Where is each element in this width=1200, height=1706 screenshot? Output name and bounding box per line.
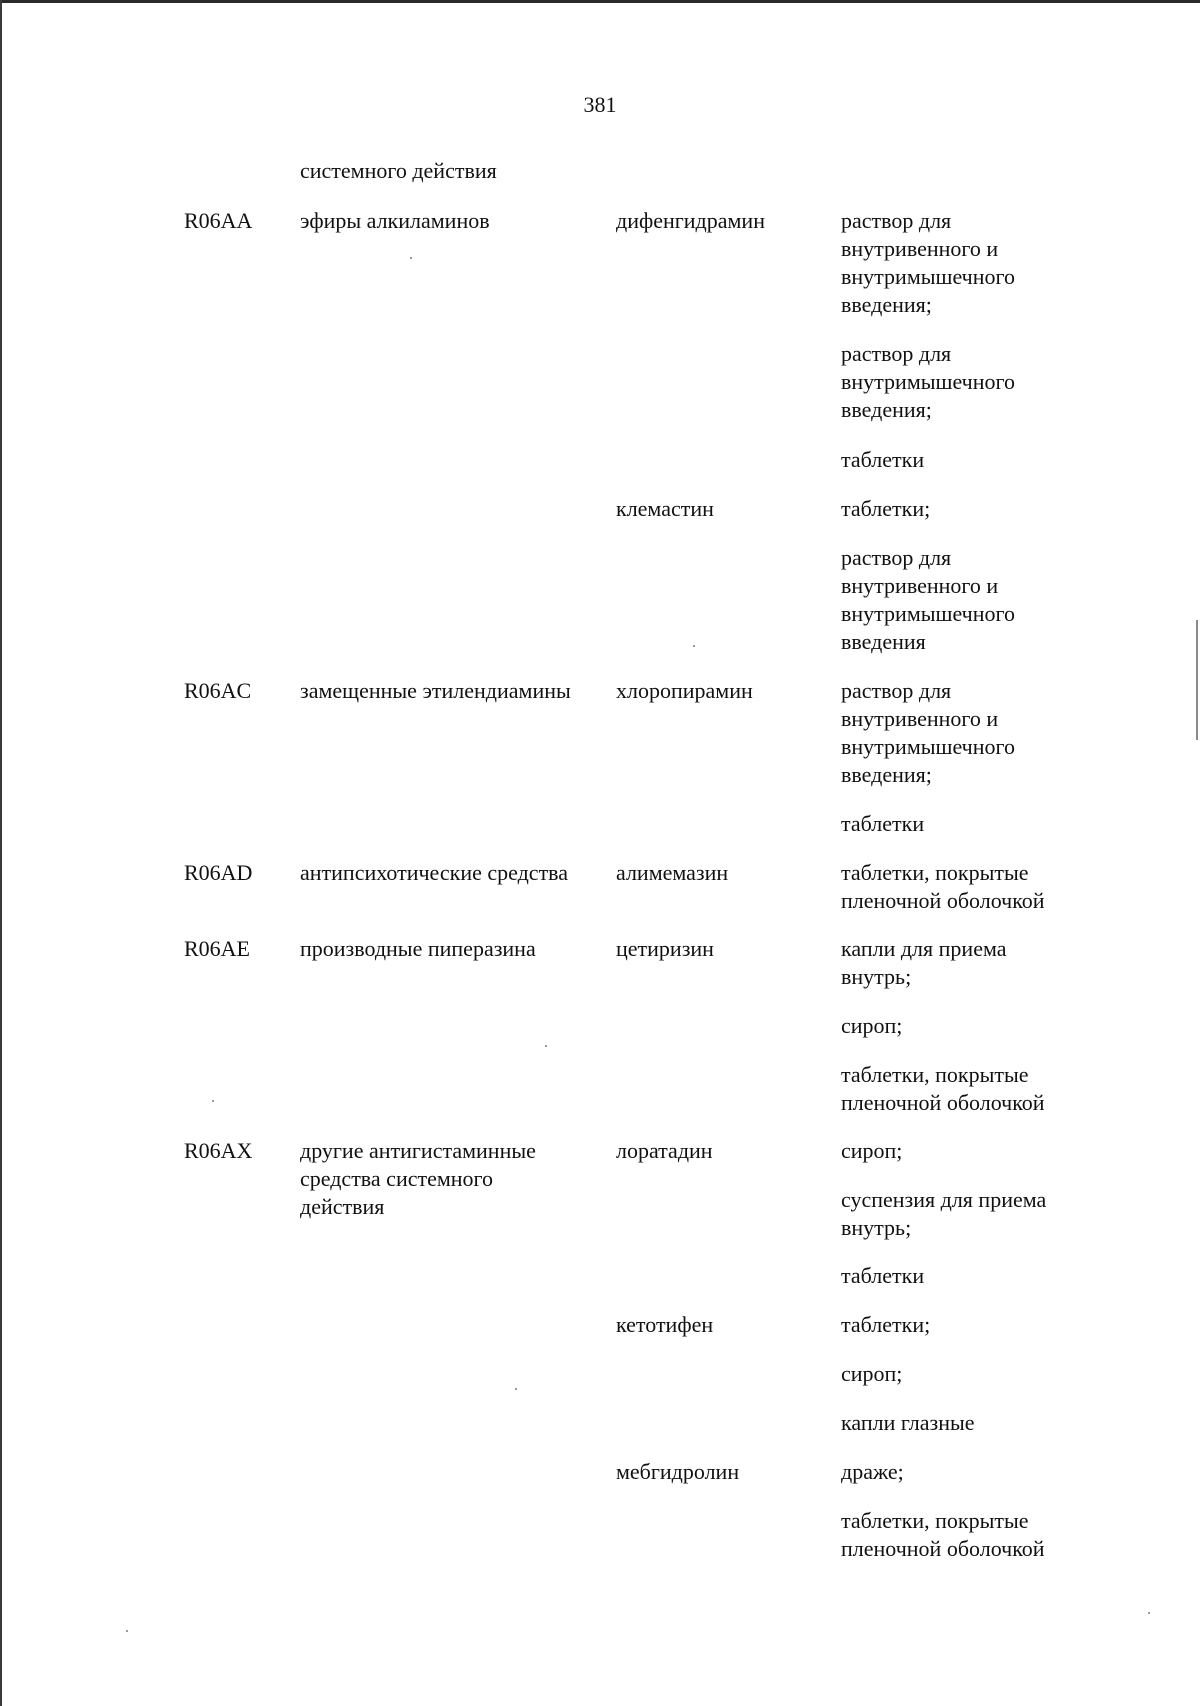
drug-name: лоратадин — [616, 1138, 713, 1163]
group-name: антипсихотические средства — [300, 860, 569, 885]
drug-name: мебгидролин — [616, 1459, 740, 1484]
dosage-form: сироп; — [841, 1138, 903, 1163]
group-name: другие антигистаминные средства системного действия — [300, 1138, 536, 1219]
continuation-text: системного действия — [300, 158, 497, 183]
dosage-form: таблетки — [841, 1263, 925, 1288]
dosage-form: суспензия для приема внутрь; — [841, 1187, 1047, 1240]
dosage-form: таблетки; — [841, 1312, 931, 1337]
scan-speck — [410, 257, 412, 259]
scan-speck — [693, 645, 695, 647]
dosage-form: драже; — [841, 1459, 904, 1484]
atc-code: R06AC — [184, 678, 252, 703]
scan-speck — [515, 1388, 517, 1390]
page-number: 381 — [583, 92, 617, 117]
dosage-form: таблетки, покрытые пленочной оболочкой — [841, 1062, 1045, 1115]
dosage-form: капли глазные — [841, 1410, 975, 1435]
drug-name: клемастин — [616, 496, 714, 521]
scan-edge-left — [0, 0, 2, 1706]
dosage-form: капли для приема внутрь; — [841, 936, 1007, 989]
dosage-form: таблетки — [841, 811, 925, 836]
atc-code: R06AE — [184, 936, 250, 961]
group-name: эфиры алкиламинов — [300, 208, 490, 233]
dosage-form: таблетки; — [841, 496, 931, 521]
scan-edge-top — [0, 0, 1200, 3]
drug-name: цетиризин — [616, 936, 714, 961]
dosage-form: таблетки, покрытые пленочной оболочкой — [841, 860, 1045, 913]
dosage-form: сироп; — [841, 1013, 903, 1038]
dosage-form: раствор для внутривенного и внутримышечного введения — [841, 545, 1015, 654]
atc-code: R06AX — [184, 1138, 253, 1163]
dosage-form: раствор для внутривенного и внутримышечного введения; — [841, 678, 1015, 787]
scan-speck — [1148, 1612, 1150, 1614]
scan-edge-right — [1196, 620, 1198, 740]
scan-speck — [545, 1045, 547, 1047]
dosage-form: раствор для внутримышечного введения; — [841, 341, 1015, 422]
atc-code: R06AA — [184, 208, 253, 233]
dosage-form: таблетки, покрытые пленочной оболочкой — [841, 1508, 1045, 1561]
scan-speck — [212, 1100, 214, 1102]
atc-code: R06AD — [184, 860, 253, 885]
group-name: замещенные этилендиамины — [300, 678, 571, 703]
dosage-form: таблетки — [841, 447, 925, 472]
drug-name: хлоропирамин — [616, 678, 753, 703]
dosage-form: раствор для внутривенного и внутримышечного введения; — [841, 208, 1015, 317]
dosage-form: сироп; — [841, 1361, 903, 1386]
drug-name: дифенгидрамин — [616, 208, 765, 233]
drug-name: кетотифен — [616, 1312, 714, 1337]
drug-name: алимемазин — [616, 860, 729, 885]
scan-speck — [126, 1630, 128, 1632]
group-name: производные пиперазина — [300, 936, 536, 961]
